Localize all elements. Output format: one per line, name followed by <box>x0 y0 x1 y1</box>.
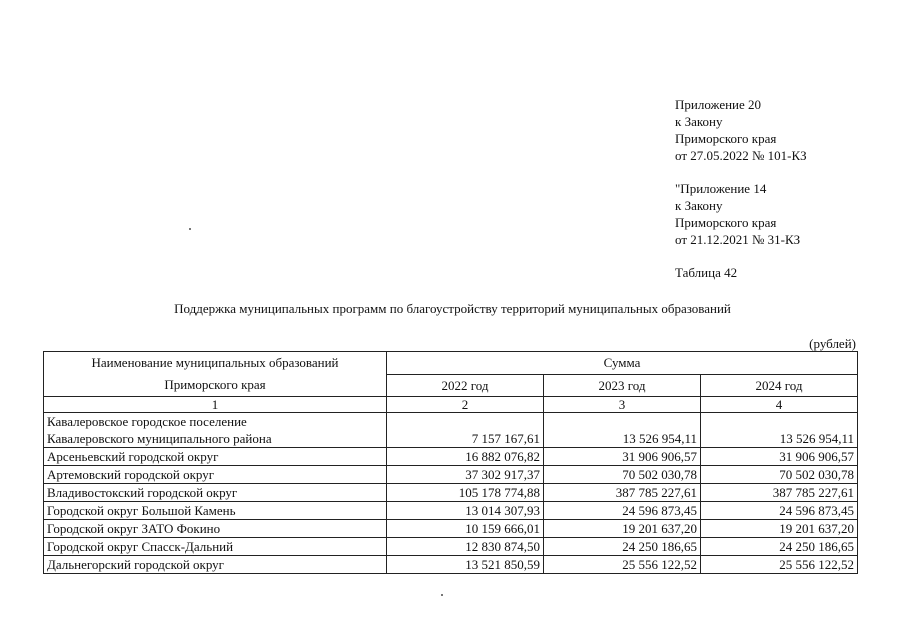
municipality-name-line: Кавалеровского муниципального района <box>47 431 272 446</box>
year-header: 2024 год <box>701 375 858 397</box>
amount-2022: 12 830 874,50 <box>387 538 544 556</box>
column-number: 1 <box>44 397 387 413</box>
table-row <box>44 466 858 484</box>
column-number: 3 <box>544 397 701 413</box>
original-line: Приморского края <box>675 215 777 230</box>
amount-2024: 387 785 227,61 <box>701 484 858 502</box>
amount-2024: 24 250 186,65 <box>701 538 858 556</box>
amount-2023: 24 250 186,65 <box>544 538 701 556</box>
municipality-name: Городской округ ЗАТО Фокино <box>44 520 387 538</box>
amount-2024: 70 502 030,78 <box>701 466 858 484</box>
municipality-name: Арсеньевский городской округ <box>44 448 387 466</box>
year-header: 2023 год <box>544 375 701 397</box>
amount-2022: 10 159 666,01 <box>387 520 544 538</box>
amount-2023: 387 785 227,61 <box>544 484 701 502</box>
amount-2024: 31 906 906,57 <box>701 448 858 466</box>
table-row <box>44 556 858 574</box>
table-row <box>44 502 858 520</box>
approval-block <box>675 96 807 164</box>
original-line: к Закону <box>675 198 723 213</box>
amount-2024: 25 556 122,52 <box>701 556 858 574</box>
municipality-name: Дальнегорский городской округ <box>44 556 387 574</box>
scan-speck <box>189 228 191 230</box>
amount-2023: 31 906 906,57 <box>544 448 701 466</box>
column-number: 2 <box>387 397 544 413</box>
original-line: "Приложение 14 <box>675 181 767 196</box>
municipality-name: Городской округ Спасск-Дальний <box>44 538 387 556</box>
amount-2023: 25 556 122,52 <box>544 556 701 574</box>
name-column-header <box>44 352 387 397</box>
amount-2022: 105 178 774,88 <box>387 484 544 502</box>
amount-2024: 19 201 637,20 <box>701 520 858 538</box>
original-line: от 21.12.2021 № 31-КЗ <box>675 232 801 247</box>
table-row <box>44 484 858 502</box>
original-appendix-block <box>675 180 800 248</box>
amount-2023: 70 502 030,78 <box>544 466 701 484</box>
name-header-line: Приморского края <box>164 377 266 392</box>
municipality-name <box>44 413 387 448</box>
amount-2022: 37 302 917,37 <box>387 466 544 484</box>
column-number-row <box>44 397 858 413</box>
table-number: Таблица 42 <box>675 265 738 280</box>
amount-2023: 24 596 873,45 <box>544 502 701 520</box>
approval-line: Приложение 20 <box>675 97 762 112</box>
amount-2022: 13 521 850,59 <box>387 556 544 574</box>
name-header-line: Наименование муниципальных образований <box>91 355 339 370</box>
approval-line: Приморского края <box>675 131 777 146</box>
document-title: Поддержка муниципальных программ по благоустройству территорий муниципальных образований <box>174 301 731 316</box>
sum-column-header: Сумма <box>387 352 858 375</box>
amount-2022: 16 882 076,82 <box>387 448 544 466</box>
amount-2024: 24 596 873,45 <box>701 502 858 520</box>
amount-2023: 13 526 954,11 <box>544 413 701 448</box>
amount-2023: 19 201 637,20 <box>544 520 701 538</box>
table-row <box>44 413 858 448</box>
approval-line: от 27.05.2022 № 101-КЗ <box>675 148 807 163</box>
table-header-row <box>44 352 858 375</box>
municipality-name: Артемовский городской округ <box>44 466 387 484</box>
table-row <box>44 448 858 466</box>
column-number: 4 <box>701 397 858 413</box>
amount-2024: 13 526 954,11 <box>701 413 858 448</box>
approval-line: к Закону <box>675 114 723 129</box>
table-row <box>44 538 858 556</box>
table-row <box>44 520 858 538</box>
funding-table <box>43 351 858 574</box>
amount-2022: 7 157 167,61 <box>387 413 544 448</box>
municipality-name: Городской округ Большой Камень <box>44 502 387 520</box>
municipality-name-line: Кавалеровское городское поселение <box>47 414 247 429</box>
units-label: (рублей) <box>809 336 856 351</box>
municipality-name: Владивостокский городской округ <box>44 484 387 502</box>
scan-speck <box>441 594 443 596</box>
year-header: 2022 год <box>387 375 544 397</box>
amount-2022: 13 014 307,93 <box>387 502 544 520</box>
